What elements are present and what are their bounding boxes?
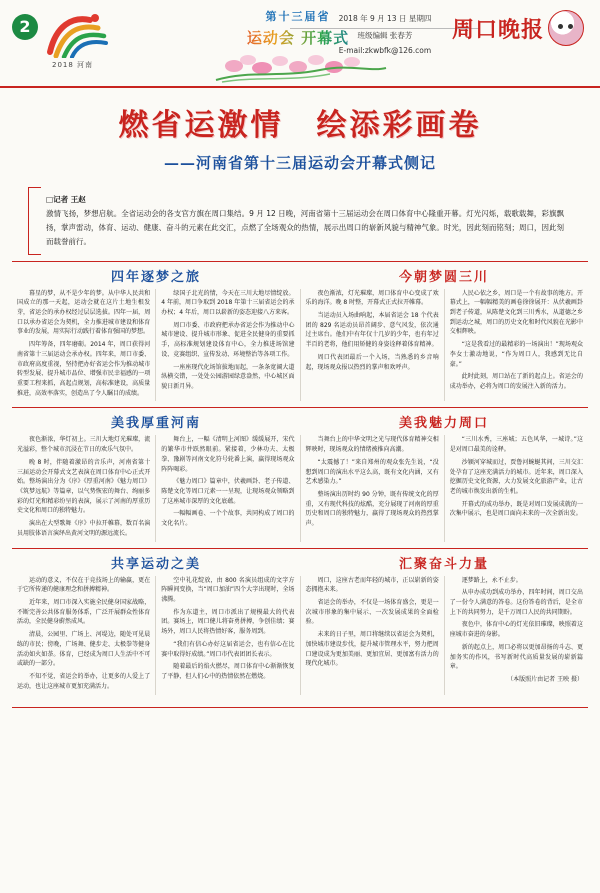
paragraph: 开幕式的成功举办，既是对周口发展成就的一次集中展示，也是周口面向未来的一次全新出发。: [449, 500, 583, 518]
paragraph: 演出在大型歌舞《序》中拉开帷幕，数百名演员用肢体语言演绎出黄河文明的源远流长。: [17, 520, 151, 537]
article-body: [0, 261, 600, 703]
text-column: [445, 289, 588, 402]
paragraph: 周口市委、市政府把承办省运会作为推动中心城市建设、提升城市形象、促进全民健身的重要抓手，高标准规划建设体育中心，全力推进场馆建设、竞赛组织、宣传发动、环境整治等各项工作。: [161, 321, 295, 358]
section-heading: 四年逐梦之旅: [110, 269, 201, 285]
paragraph: 一座座现代化场馆拔地而起，一条条宽阔大道纵横交错，一处处公园游园绿意盎然，中心城区面貌日新月异。: [161, 363, 295, 390]
photo-credit: （本版照片由记者 王映 摄）: [507, 676, 583, 684]
games-title-line2: 运动会 开幕式: [228, 27, 368, 48]
paragraph: 空中礼花绽放，由 800 名演员组成的文字方阵瞬间变换，当“周口加油”四个大字出现时，全场沸腾。: [161, 576, 295, 604]
logo-swirl-icon: [46, 12, 108, 58]
article-band: [12, 407, 588, 541]
column-group: [12, 576, 588, 695]
text-column: [156, 435, 300, 541]
issue-email: E-mail:zkwbfk@126.com: [338, 45, 432, 55]
article-band: [12, 261, 588, 402]
paragraph: 夜色中，体育中心的灯光依旧璀璨，映照着这座城市奋进的身影。: [449, 621, 583, 639]
paragraph: 沙颍河穿城而过，贾鲁河蜿蜒其间，三川交汇处孕育了这座充满活力的城市。近年来，周口深入挖掘历史文化资源，大力发展文化旅游产业，让古老的城市焕发出新的生机。: [449, 458, 583, 495]
text-column: [301, 289, 445, 402]
section-heading: 美我厚重河南: [110, 416, 201, 432]
band-headings: [12, 266, 588, 285]
red-brace-decoration: [28, 187, 41, 255]
paragraph: “这是我看过的最精彩的一场演出！”现场观众李女士激动地说，“作为周口人，我感到无比自豪。”: [449, 341, 583, 368]
paragraph: 夜色渐浓，华灯初上。三川大地灯光璀璨，流光溢彩，整个城市沉浸在节日的欢乐气氛中。: [17, 436, 151, 454]
paper-nameplate: [452, 10, 584, 46]
paragraph: 运动的意义，不仅在于竞技场上的输赢，更在于它所传递的健康理念和拼搏精神。: [17, 576, 151, 594]
article-band: [12, 548, 588, 695]
paragraph: 不知不觉，省运会的举办，让更多的人爱上了运动，也让这座城市更加充满活力。: [17, 673, 151, 690]
page-number-badge: 2: [12, 14, 38, 40]
text-column: [12, 435, 156, 541]
lead-paragraph: [28, 187, 572, 255]
paragraph: 幕星的梦，从不是少年的梦。从中华人民共和国成立的那一天起，运动会就在这片土地生根发芽，省运会的承办权经过层层选拔。四年一届，周口以承办省运会为契机，全力推进城市建设和体育事业的发展，用实际行动践行着体育强国的梦想。: [17, 289, 151, 336]
page-title: 燃省运激情 绘添彩画卷: [118, 108, 482, 143]
paragraph: “我们有信心办好这届省运会，也有信心在比赛中取得好成绩。”周口市代表团团长表示。: [161, 640, 295, 658]
paragraph: 逐梦路上，永不止步。: [461, 576, 522, 584]
text-column: [445, 576, 588, 695]
section-heading: 美我魅力周口: [398, 416, 489, 432]
masthead: [0, 0, 600, 88]
paragraph: 从申办成功到成功举办，四年时间，周口交出了一份令人满意的答卷。这份答卷的背后，是全市上下的共同努力，是千万周口人民的共同期盼。: [449, 589, 583, 616]
section-heading: 今朝梦圆三川: [398, 269, 489, 285]
paragraph: 未来的日子里，周口将继续以省运会为契机，加快城市建设步伐，提升城市管理水平，努力把周口建设成为更加美丽、更加宜居、更加富有活力的现代化城市。: [305, 631, 439, 668]
mascot-icon: [548, 10, 584, 46]
band-headings: [12, 553, 588, 572]
text-column: [12, 576, 156, 695]
paragraph: 此时此刻，周口站在了新的起点上。省运会的成功举办，必将为周口的发展注入新的活力。: [449, 373, 583, 390]
column-group: [12, 289, 588, 402]
text-column: [156, 576, 300, 695]
issue-date: 2018 年 9 月 13 日 星期四: [290, 12, 480, 29]
text-column: [301, 435, 445, 541]
paragraph: 周口，这座古老而年轻的城市，正以崭新的姿态拥抱未来。: [305, 576, 439, 594]
games-logo: [46, 10, 150, 72]
paragraph: “太震撼了！”来自郑州的观众张先生说，“没想到周口的演出水平这么高，既有文化内涵，又有艺术感染力。”: [305, 458, 439, 486]
paper-title: 周口晚报: [451, 16, 544, 43]
section-heading: 汇聚奋斗力量: [398, 556, 489, 572]
paragraph: 清晨，公园里、广场上、河堤边，随处可见晨练的市民；傍晚，广场舞、健步走、太极拳等健身活动如火如荼。体育，已经成为周口人生活中不可或缺的一部分。: [17, 631, 151, 668]
band-headings: [12, 412, 588, 431]
paragraph: 一幅幅画卷、一个个故事，共同构成了周口的文化名片。: [161, 510, 295, 528]
footer-divider: [12, 707, 588, 708]
text-column: [301, 576, 445, 695]
paragraph: 整场演出历时约 90 分钟，既有传统文化的厚重，又有现代科技的炫酷，充分展现了河南的厚重历史和周口的独特魅力，赢得了现场观众的热烈掌声。: [305, 491, 439, 528]
paragraph: 近年来，周口市深入实施全民健身国家战略，不断完善公共体育服务体系，广泛开展群众性体育活动，全民健身蔚然成风。: [17, 599, 151, 626]
paragraph: 舞台上，一幅《清明上河图》缓缓展开，宋代的繁华市井跃然眼前。紧接着，少林功夫、太极拳、豫剧等河南文化符号轮番上演，赢得现场观众阵阵喝彩。: [161, 436, 295, 473]
logo-caption: 2018 河南: [52, 61, 94, 69]
text-column: [12, 289, 156, 402]
lead-text: 激情飞扬，梦想启航。全省运动会的各支官方旗在周口集结。9 月 12 日晚，河南省第十三届运动会在周口体育中心隆重开幕。灯光闪烁，载歌载舞，彩旗飘扬，掌声雷动，体育、运动、健康、奋斗的元素在此交汇，点燃了全场观众的热情，展示出周口的崭新风貌与精神气象。时光，因此刻而铭刻；周口，因此刻而载誉前行。: [46, 208, 564, 246]
column-group: [12, 435, 588, 541]
paragraph: 当运动员入场曲响起，本届省运会 18 个代表团的 829 名运动员昂首阔步、意气风发，依次通过主席台。他们中有年仅十几岁的少年，也有年过半百的老将，他们用矫健的身姿诠释着体育精神。: [305, 311, 439, 349]
paragraph: 《魅力周口》篇章中，伏羲画卦、老子传道、陈楚文化等周口元素一一呈现，让现场观众领略到了这座城市深厚的文化底蕴。: [161, 478, 295, 505]
paragraph: 当舞台上的中华文明之光与现代体育精神交相辉映时，现场观众的情绪被推向高潮。: [305, 436, 439, 454]
paragraph: 作为东道主，周口市派出了规模最大的代表团。赛场上，周口健儿将奋勇拼搏，争创佳绩；赛场外，周口人民将热情好客，服务周到。: [161, 608, 295, 636]
paragraph: 周口代表团最后一个入场，当熟悉的乡音响起，现场观众报以热烈的掌声和欢呼声。: [305, 353, 439, 371]
issue-editor: 班级编辑 张春芳: [357, 31, 413, 41]
section-heading: 共享运动之美: [110, 556, 201, 572]
paragraph: 晚 8 时，伴随着激昂的音乐声，河南省第十三届运动会开幕式文艺表演在周口体育中心正式开始。整场演出分为《序》《厚重河南》《魅力周口》《筑梦远航》等篇章，以气势恢宏的舞台、绚丽多彩的灯光和精彩纷呈的表演，展示了河南的厚重历史文化和周口的独特魅力。: [17, 458, 151, 515]
paragraph: 绿国子北光的情，今天在三川大地尽情绽放。4 年前，周口争取到 2018 年第十三届省运会的承办权；4 年后，周口以崭新的姿态迎接八方来客。: [161, 289, 295, 316]
page-subtitle: ——河南省第十三届运动会开幕式侧记: [163, 154, 436, 172]
text-column: [156, 289, 300, 402]
paragraph: “三川水秀，三座城；五色风华，一城诗。”这是对周口最美的诠释。: [449, 436, 583, 454]
headline-area: [0, 88, 600, 177]
paragraph: 省运会的举办，不仅是一场体育盛会，更是一次城市形象的集中展示、一次发展成果的全面检验。: [305, 599, 439, 626]
paragraph: 新的起点上，周口必将以更加昂扬的斗志、更加务实的作风，书写新时代高质量发展的崭新篇章。: [449, 643, 583, 671]
text-column: [445, 435, 588, 541]
paragraph: 夜色渐浓，灯光璀璨，周口体育中心变成了欢乐的海洋。晚 8 时整，开幕式正式拉开帷幕。: [305, 289, 439, 307]
byline: □记者 王赵: [46, 195, 86, 204]
paragraph: 四年筹备，四年磨砺。2014 年，周口获得河南省第十三届运动会承办权。四年来，周口市委、市政府高度重视，坚持把办好省运会作为推动城市转型发展、提升城市品位、增强市民幸福感的一项重要工程来抓，高起点规划，高标准建设，高质量推进，高效率落实，创造出了令人瞩目的成绩。: [17, 341, 151, 397]
paragraph: 随着最后的焰火燃尽，周口体育中心渐渐恢复了平静，但人们心中的热情依然在燃烧。: [161, 663, 295, 681]
paragraph: 人民心依之乡，周口是一个有故事的地方。开幕式上，一幅幅精美的画卷徐徐展开：从伏羲画卦到老子传道，从陈楚文化到三川秀水，从道德之乡到运动之城，周口的历史文化和时代风貌在光影中交相辉映。: [449, 289, 583, 336]
games-title-line1: 第十三届省: [265, 10, 331, 23]
